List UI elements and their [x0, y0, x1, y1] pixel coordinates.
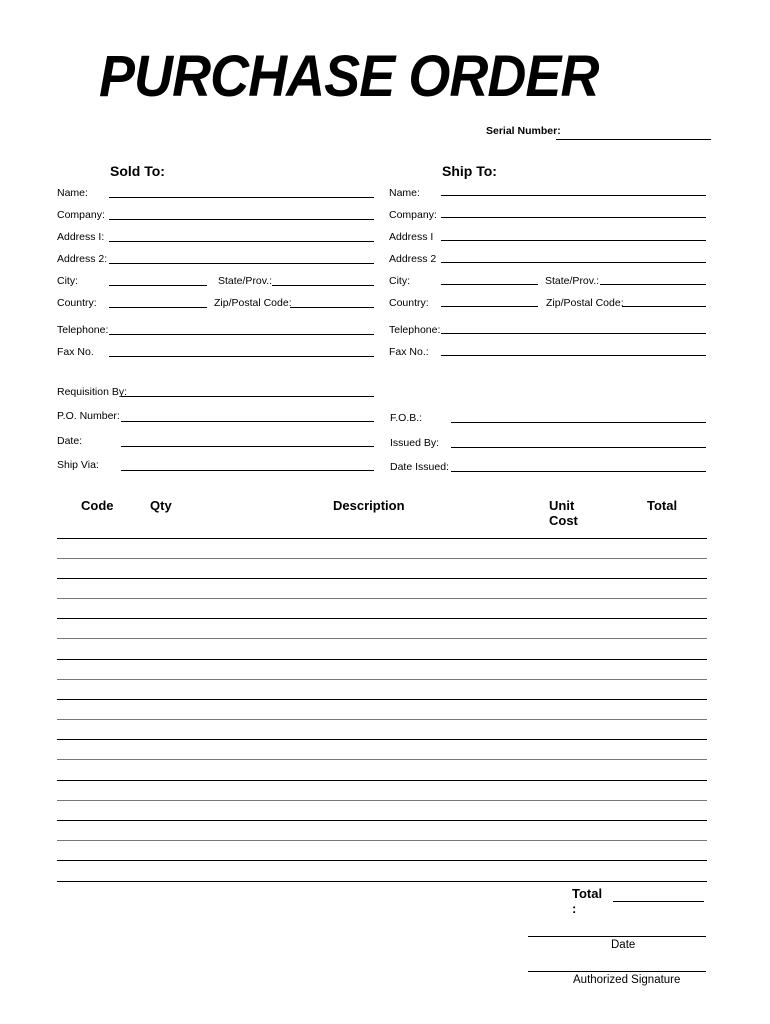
sold-country-field[interactable] [109, 307, 207, 308]
table-row-line[interactable] [57, 659, 707, 660]
table-row-line[interactable] [57, 538, 707, 539]
date-issued-field[interactable] [451, 471, 706, 472]
authorized-signature-line[interactable] [528, 971, 706, 972]
requisition-field[interactable] [121, 396, 374, 397]
sold-to-heading: Sold To: [110, 163, 165, 179]
table-row-line[interactable] [57, 881, 707, 882]
ship-to-heading: Ship To: [442, 163, 497, 179]
ship-country-label: Country: [389, 297, 429, 309]
date-signature-line[interactable] [528, 936, 706, 937]
table-row-line[interactable] [57, 860, 707, 861]
column-code: Code [81, 498, 114, 513]
table-row-line[interactable] [57, 638, 707, 639]
date-field[interactable] [121, 446, 374, 447]
sold-city-field[interactable] [109, 285, 207, 286]
sold-address2-label: Address 2: [57, 253, 108, 265]
sold-address1-label: Address I: [57, 231, 105, 243]
sold-company-field[interactable] [109, 219, 374, 220]
ship-state-field[interactable] [600, 284, 706, 285]
footer-date-label: Date [611, 939, 636, 951]
sold-state-label: State/Prov.: [218, 275, 273, 287]
ship-address1-label: Address I [389, 231, 434, 243]
ship-address2-field[interactable] [441, 262, 706, 263]
serial-number-field[interactable] [556, 139, 711, 140]
table-row-line[interactable] [57, 739, 707, 740]
table-row-line[interactable] [57, 598, 707, 599]
total-label: Total [572, 886, 603, 901]
column-qty: Qty [150, 498, 172, 513]
form-title: PURCHASE ORDER [99, 44, 599, 109]
table-row-line[interactable] [57, 780, 707, 781]
column-total: Total [647, 498, 678, 513]
ship-telephone-field[interactable] [441, 333, 706, 334]
date-label: Date: [57, 435, 83, 447]
table-row-line[interactable] [57, 840, 707, 841]
ship-telephone-label: Telephone: [389, 324, 441, 336]
ship-state-label: State/Prov.: [545, 275, 600, 287]
ship-name-field[interactable] [441, 195, 706, 196]
ship-address1-field[interactable] [441, 240, 706, 241]
ship-city-label: City: [389, 275, 410, 287]
ship-company-label: Company: [389, 209, 437, 221]
issued-by-field[interactable] [451, 447, 706, 448]
ship-company-field[interactable] [441, 217, 706, 218]
total-field[interactable] [613, 901, 704, 902]
sold-fax-field[interactable] [109, 356, 374, 357]
fob-label: F.O.B.: [390, 412, 423, 424]
po-number-label: P.O. Number: [57, 410, 120, 422]
sold-zip-label: Zip/Postal Code: [214, 297, 292, 309]
fob-field[interactable] [451, 422, 706, 423]
sold-state-field[interactable] [272, 285, 374, 286]
table-row-line[interactable] [57, 699, 707, 700]
sold-name-field[interactable] [109, 197, 374, 198]
table-row-line[interactable] [57, 679, 707, 680]
sold-name-label: Name: [57, 187, 88, 199]
table-row-line[interactable] [57, 558, 707, 559]
ship-via-field[interactable] [121, 470, 374, 471]
table-row-line[interactable] [57, 719, 707, 720]
requisition-label: Requisition By: [57, 386, 128, 398]
ship-city-field[interactable] [441, 284, 538, 285]
issued-by-label: Issued By: [390, 437, 440, 449]
authorized-signature-label: Authorized Signature [573, 974, 681, 986]
sold-telephone-label: Telephone: [57, 324, 109, 336]
sold-company-label: Company: [57, 209, 105, 221]
date-issued-label: Date Issued: [390, 461, 449, 473]
ship-fax-field[interactable] [441, 355, 706, 356]
ship-name-label: Name: [389, 187, 420, 199]
sold-address2-field[interactable] [109, 263, 374, 264]
total-colon: : [572, 901, 577, 916]
sold-city-label: City: [57, 275, 78, 287]
sold-zip-field[interactable] [290, 307, 374, 308]
column-description: Description [333, 498, 405, 513]
table-row-line[interactable] [57, 578, 707, 579]
sold-telephone-field[interactable] [109, 334, 374, 335]
serial-number-label: Serial Number: [486, 125, 561, 137]
ship-fax-label: Fax No.: [389, 346, 429, 358]
table-row-line[interactable] [57, 618, 707, 619]
ship-address2-label: Address 2 [389, 253, 437, 265]
table-row-line[interactable] [57, 800, 707, 801]
ship-country-field[interactable] [441, 306, 538, 307]
ship-zip-label: Zip/Postal Code: [546, 297, 624, 309]
ship-via-label: Ship Via: [57, 459, 99, 471]
table-row-line[interactable] [57, 820, 707, 821]
table-row-line[interactable] [57, 759, 707, 760]
column-cost: Cost [549, 513, 578, 528]
ship-zip-field[interactable] [622, 306, 706, 307]
sold-address1-field[interactable] [109, 241, 374, 242]
po-number-field[interactable] [121, 421, 374, 422]
column-unit: Unit [549, 498, 575, 513]
sold-country-label: Country: [57, 297, 97, 309]
sold-fax-label: Fax No. [57, 346, 94, 358]
